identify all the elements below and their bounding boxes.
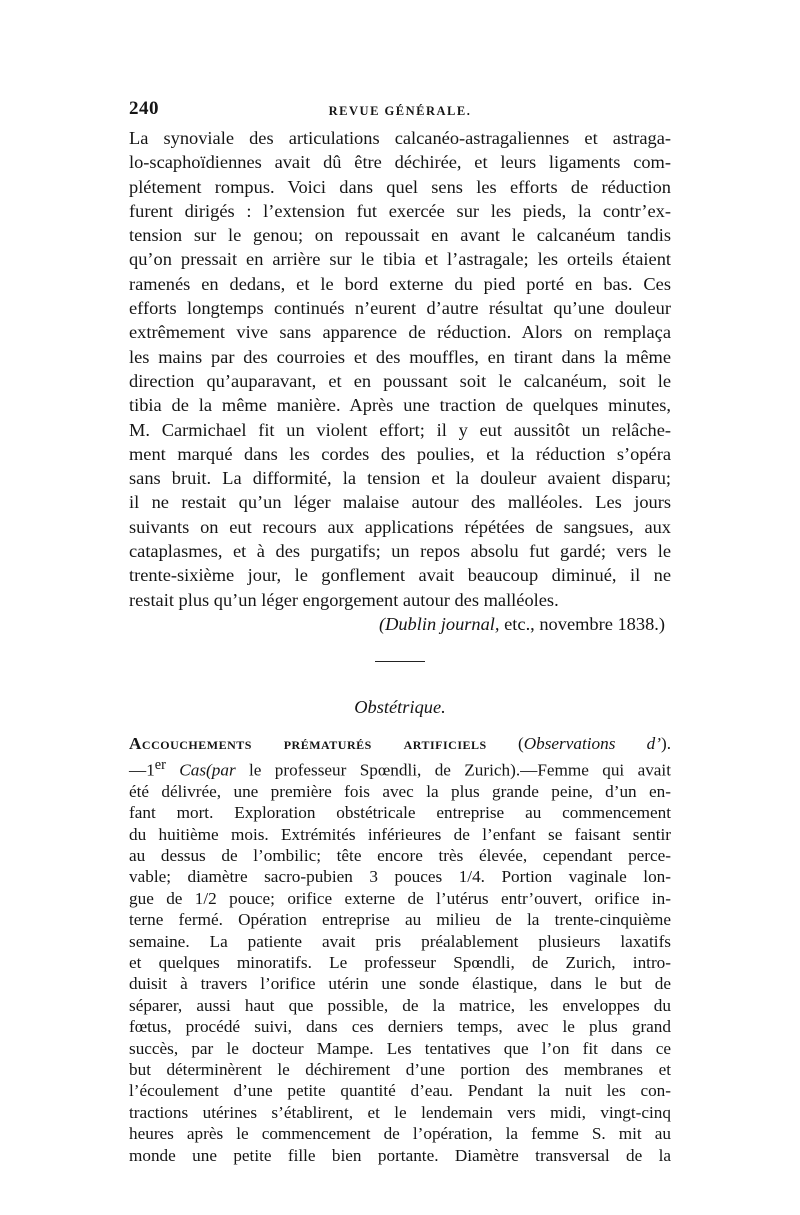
text-line: les mains par des courroies et des mouffles, en tirant dans la même — [129, 346, 671, 367]
text-line: plétement rompus. Voici dans quel sens les efforts de réduction — [129, 176, 671, 197]
text-line: terne fermé. Opération entreprise au milieu de la trente-cinquième — [129, 910, 671, 930]
text-line: sans bruit. La difformité, la tension et la douleur avaient disparu; — [129, 468, 671, 489]
text-line: séparer, aussi haut que possible, de la matrice, les enveloppes du — [129, 995, 671, 1015]
text-line: extrêmement vive sans apparence de réduction. Alors on remplaça — [129, 322, 671, 343]
article-carmichael — [129, 126, 671, 636]
case-number: —1 — [129, 760, 155, 780]
case-text: le professeur Spœndli, de Zurich).—Femme qui avait — [235, 760, 671, 780]
text-line: tension sur le genou; on repoussait en avant le calcanéum tandis — [129, 225, 671, 246]
text-line: trente-sixième jour, le gonflement avait beaucoup diminué, il ne — [129, 565, 671, 586]
article-heading-line — [129, 733, 671, 754]
text-line: il ne restait qu’un léger malaise autour des malléoles. Les jours — [129, 492, 671, 513]
heading-paren-close: ). — [660, 734, 672, 754]
text-line: direction qu’auparavant, et en poussant soit le calcanéum, soit le — [129, 370, 671, 391]
source-citation — [129, 612, 671, 636]
text-line: monde une petite fille bien portante. Diamètre transversal de la — [129, 1145, 671, 1165]
text-line: efforts longtemps continués n’eurent d’autre résultat qu’une douleur — [129, 298, 671, 319]
text-line: vable; diamètre sacro-pubien 3 pouces 1/4. Portion vaginale lon- — [129, 867, 671, 887]
running-head: REVUE GÉNÉRALE. — [328, 104, 472, 118]
source-date: etc., novembre 1838.) — [499, 613, 665, 634]
text-line: fant mort. Exploration obstétricale entreprise au commencement — [129, 803, 671, 823]
text-line: heures après le commencement de l’opération, la femme S. mit au — [129, 1124, 671, 1144]
case-line — [129, 755, 671, 781]
book-page — [129, 92, 671, 1166]
text-line: ment marqué dans les cordes des poulies, et la réduction s’opéra — [129, 443, 671, 464]
article-heading: Accouchements prématurés artificiels — [129, 734, 487, 754]
text-line: cataplasmes, et à des purgatifs; un repos absolu fut gardé; vers le — [129, 541, 671, 562]
text-line: au dessus de l’ombilic; tête encore très élevée, cependant perce- — [129, 846, 671, 865]
text-line: succès, par le docteur Mampe. Les tentatives que l’on fit dans ce — [129, 1038, 671, 1058]
text-line: La synoviale des articulations calcanéo-astragaliennes et astraga- — [129, 128, 671, 148]
text-line: ramenés en dedans, et le bord externe du pied porté en bas. Ces — [129, 273, 671, 294]
case-label: Cas(par — [165, 760, 236, 780]
heading-paren-open: ( — [486, 734, 524, 754]
source-journal: (Dublin journal, — [378, 613, 500, 634]
text-line: furent dirigés : l’extension fut exercée sur les pieds, la contr’ex- — [129, 200, 671, 221]
text-line: tibia de la même manière. Après une traction de quelques minutes, — [129, 395, 671, 416]
text-line: et quelques minoratifs. Le professeur Spœndli, de Zurich, intro- — [129, 953, 671, 973]
text-line: tractions utérines s’établirent, et le lendemain vers midi, vingt-cinq — [129, 1102, 671, 1122]
text-line: M. Carmichael fit un violent effort; il y eut aussitôt un relâche- — [129, 419, 671, 440]
text-line: fœtus, procédé suivi, dans ces derniers temps, avec le plus grand — [129, 1017, 671, 1037]
text-line: gue de 1/2 pouce; orifice externe de l’utérus entr’ouvert, orifice in- — [129, 888, 671, 908]
text-line: restait plus qu’un léger engorgement autour des malléoles. — [129, 589, 559, 610]
text-line: semaine. La patiente avait pris préalablement plusieurs laxatifs — [129, 931, 671, 951]
text-line: l’écoulement d’une petite quantité d’eau. Pendant la nuit les con- — [129, 1081, 671, 1101]
text-line: du huitième mois. Extrémités inférieures de l’enfant se faisant sentir — [129, 824, 671, 844]
heading-observations: Observations d’ — [523, 734, 661, 754]
text-line: suivants on eut recours aux applications répétées de sangsues, aux — [129, 516, 671, 537]
section-divider — [375, 661, 425, 662]
article-accouchements — [129, 733, 671, 1166]
text-line: été délivrée, une première fois avec la plus grande peine, d’un en- — [129, 781, 671, 801]
case-number-sup: er — [154, 756, 166, 773]
text-line: but déterminèrent le déchirement d’une portion des membranes et — [129, 1060, 671, 1080]
section-title: Obstétrique. — [354, 697, 446, 718]
text-line: qu’on pressait en arrière sur le tibia et l’astragale; les orteils étaient — [129, 249, 671, 270]
page-number: 240 — [129, 98, 159, 119]
text-line: lo-scaphoïdiennes avait dû être déchirée, et leurs ligaments com- — [129, 152, 671, 173]
text-line: duisit à travers l’orifice utérin une sonde élastique, dans le but de — [129, 974, 671, 994]
page-header — [129, 92, 671, 126]
